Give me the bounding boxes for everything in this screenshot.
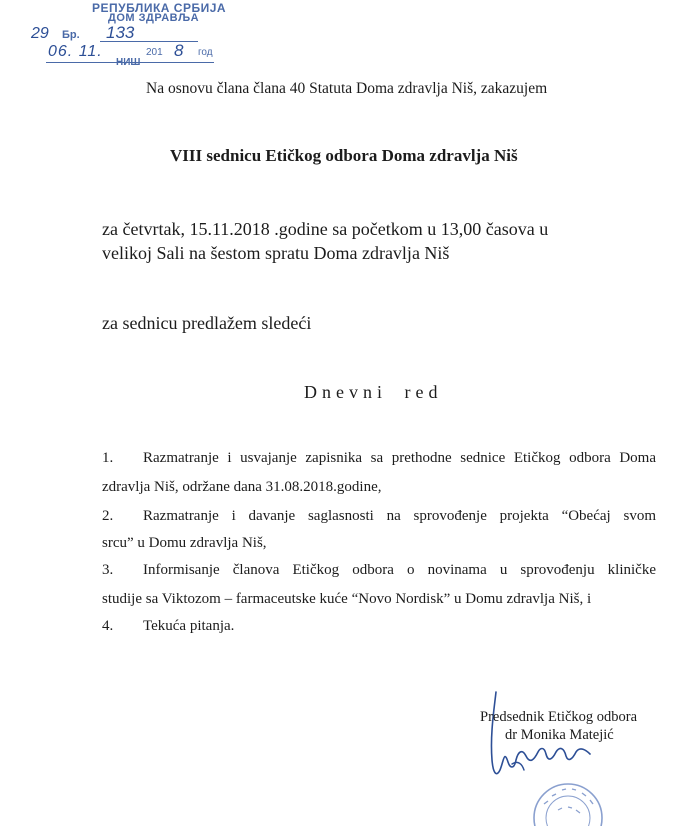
agenda-item-text: zdravlja Niš, održane dana 31.08.2018.godine, bbox=[102, 479, 382, 495]
agenda-item-number: 3. bbox=[102, 562, 114, 578]
meeting-details-line-1: za četvrtak, 15.11.2018 .godine sa početkom u 13,00 časova u bbox=[102, 219, 549, 239]
stamp-handwritten-number: 133 bbox=[106, 23, 135, 42]
stamp-handwritten-date: 06. 11. bbox=[48, 43, 103, 60]
stamp-number-label: Бр. bbox=[62, 29, 80, 41]
official-seal bbox=[528, 774, 608, 826]
intro-text: Na osnovu člana člana 40 Statuta Doma zdravlja Niš, zakazujem bbox=[146, 80, 548, 97]
agenda-item-text: studije sa Viktozom – farmaceutske kuće “Novo Nordisk” u Domu zdravlja Niš, i bbox=[102, 591, 592, 607]
stamp-year-prefix: 201 bbox=[146, 47, 163, 58]
agenda-item-number: 4. bbox=[102, 618, 114, 634]
agenda-title: Dnevni red bbox=[304, 382, 443, 402]
stamp-line-2: ДОМ ЗДРАВЉА bbox=[108, 12, 200, 24]
agenda-item-number: 1. bbox=[102, 450, 114, 466]
registry-stamp bbox=[28, 0, 228, 78]
propose-text: za sednicu predlažem sledeći bbox=[102, 313, 312, 333]
meeting-details-line-2: velikoj Sali na šestom spratu Doma zdravlja Niš bbox=[102, 243, 450, 263]
stamp-city: НИШ bbox=[116, 57, 141, 68]
stamp-handwritten-prefix: 29 bbox=[31, 25, 49, 42]
signer-title: Predsednik Etičkog odbora bbox=[480, 709, 638, 725]
signer-name: dr Monika Matejić bbox=[505, 727, 614, 743]
agenda-item-text: Razmatranje i usvajanje zapisnika sa prethodne sednice Etičkog odbora Doma bbox=[143, 450, 656, 466]
agenda-item-text: Razmatranje i davanje saglasnosti na sprovođenje projekta “Obećaj svom bbox=[143, 508, 656, 524]
agenda-item-text: Informisanje članova Etičkog odbora o novinama u sprovođenju kliničke bbox=[143, 562, 656, 578]
agenda-item-text: srcu” u Domu zdravlja Niš, bbox=[102, 535, 267, 551]
document-title: VIII sednicu Etičkog odbora Doma zdravlja Niš bbox=[170, 146, 518, 165]
agenda-item-number: 2. bbox=[102, 508, 114, 524]
stamp-year-suffix: год bbox=[198, 47, 213, 58]
agenda-item-text: Tekuća pitanja. bbox=[143, 618, 235, 634]
stamp-line-1: РЕПУБЛИКА СРБИЈА bbox=[92, 1, 227, 15]
stamp-handwritten-year: 8 bbox=[174, 41, 184, 60]
